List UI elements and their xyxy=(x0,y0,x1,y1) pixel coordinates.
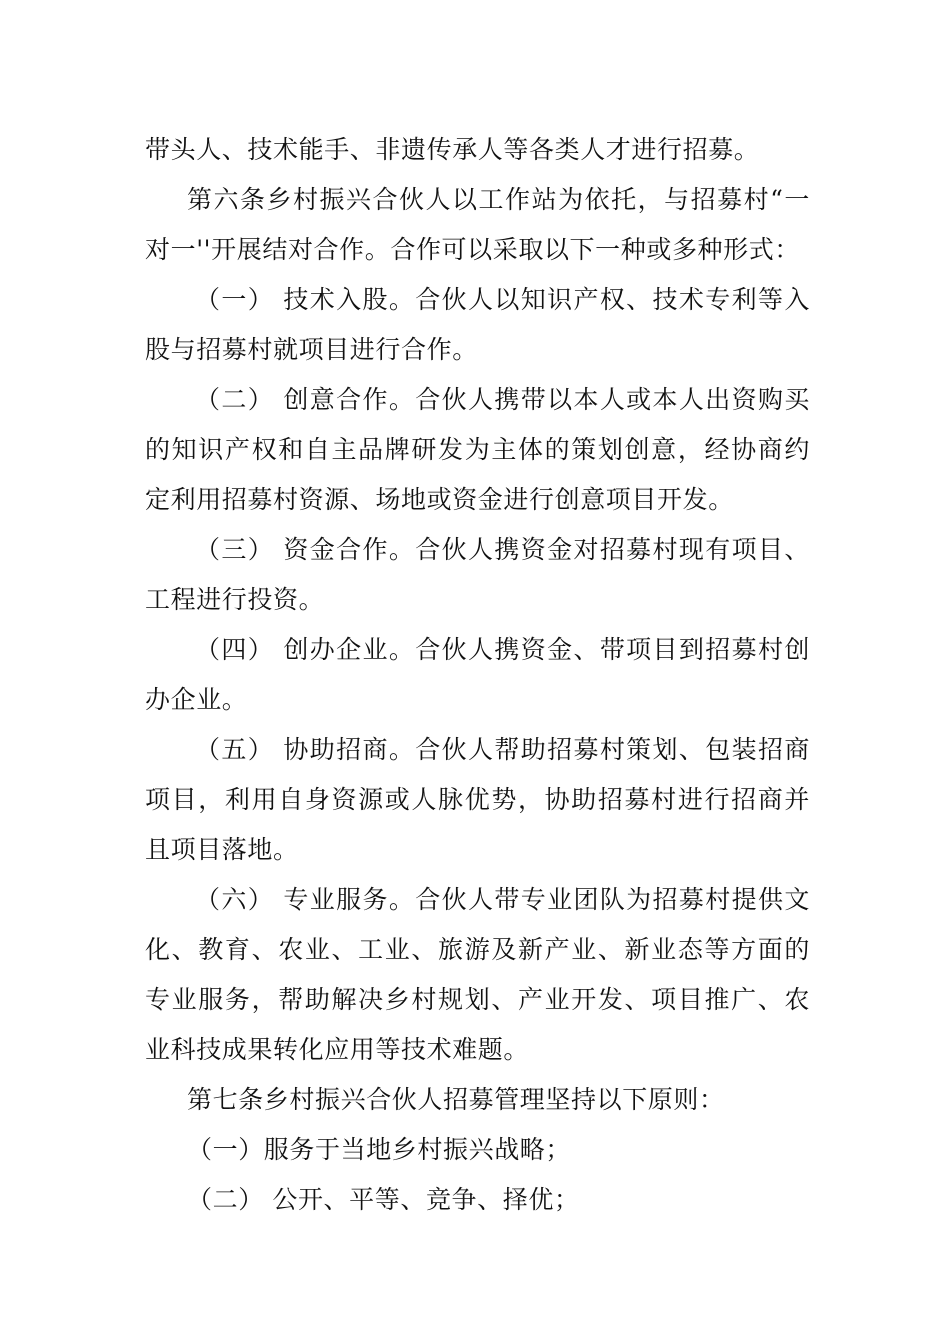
list-item-line: （四） 创办企业。合伙人携资金、带项目到招募村创 xyxy=(195,635,810,664)
list-item-line: （五） 协助招商。合伙人帮助招募村策划、包装招商 xyxy=(195,735,810,764)
paragraph-line: 业科技成果转化应用等技术难题。 xyxy=(145,1035,530,1064)
list-item-line: （一） 技术入股。合伙人以知识产权、技术专利等入 xyxy=(195,285,810,314)
paragraph-line: 且项目落地。 xyxy=(145,835,299,864)
paragraph-line: 对一''开展结对合作。合作可以采取以下一种或多种形式： xyxy=(145,235,800,264)
paragraph-line: 的知识产权和自主品牌研发为主体的策划创意，经协商约 xyxy=(145,435,810,464)
paragraph-line: 定利用招募村资源、场地或资金进行创意项目开发。 xyxy=(145,485,734,514)
list-item-line: （二） 创意合作。合伙人携带以本人或本人出资购买 xyxy=(195,385,810,414)
paragraph-line: 带头人、技术能手、非遗传承人等各类人才进行招募。 xyxy=(145,135,760,164)
article-seven-line: 第七条乡村振兴合伙人招募管理坚持以下原则： xyxy=(187,1085,725,1114)
paragraph-line: 股与招募村就项目进行合作。 xyxy=(145,335,478,364)
paragraph-line: 项目，利用自身资源或人脉优势，协助招募村进行招商并 xyxy=(145,785,810,814)
paragraph-line: 化、教育、农业、工业、旅游及新产业、新业态等方面的 xyxy=(145,935,810,964)
article-six-line: 第六条乡村振兴合伙人以工作站为依托，与招募村“一 xyxy=(187,185,810,214)
paragraph-line: 办企业。 xyxy=(145,685,248,714)
paragraph-line: 工程进行投资。 xyxy=(145,585,325,614)
principle-line: （二） 公开、平等、竞争、择优； xyxy=(187,1185,580,1214)
principle-line: （一）服务于当地乡村振兴战略； xyxy=(187,1135,572,1164)
paragraph-line: 专业服务，帮助解决乡村规划、产业开发、项目推广、农 xyxy=(145,985,810,1014)
list-item-line: （三） 资金合作。合伙人携资金对招募村现有项目、 xyxy=(195,535,810,564)
list-item-line: （六） 专业服务。合伙人带专业团队为招募村提供文 xyxy=(195,885,810,914)
